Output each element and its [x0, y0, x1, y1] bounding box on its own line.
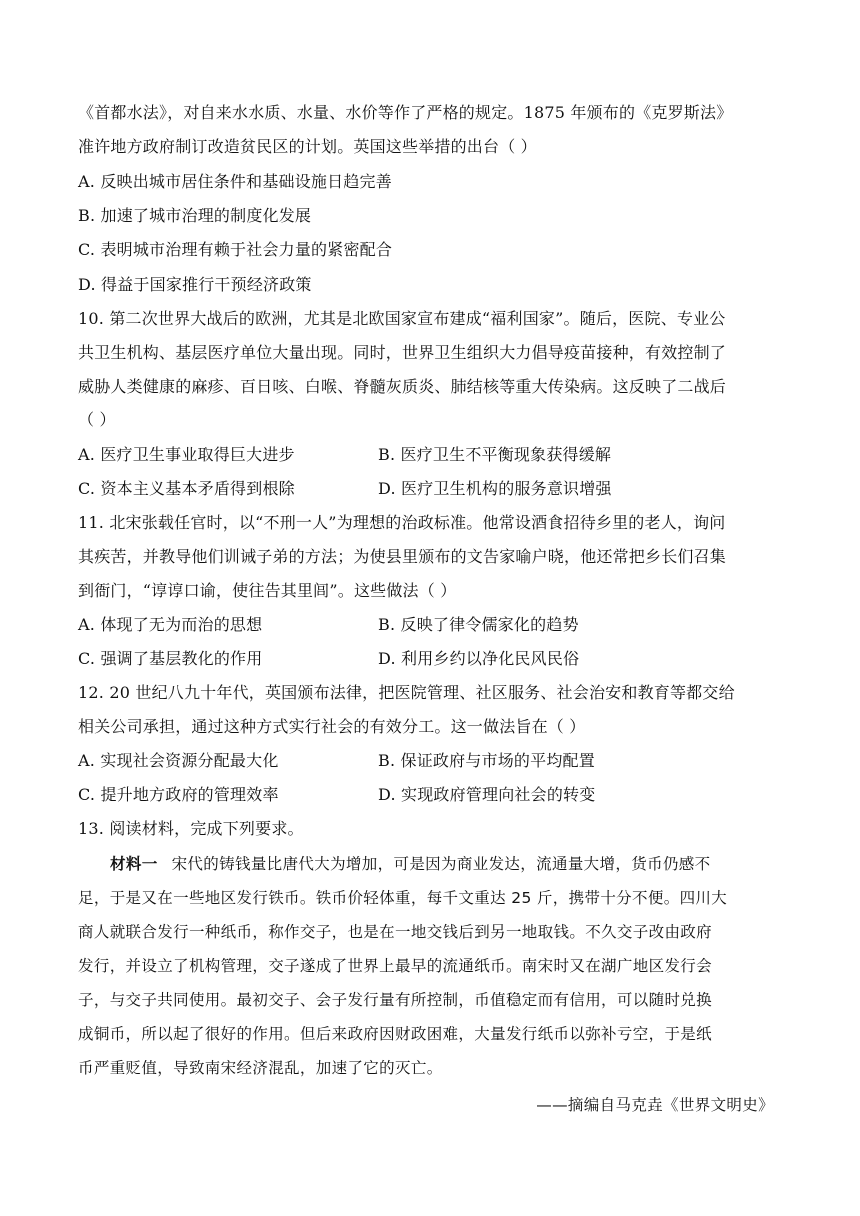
q11-stem-line-3: 到衙门，“谆谆口谕，使往告其里闾”。这些做法（ ） [78, 581, 457, 600]
q9-option-c: C. 表明城市治理有赖于社会力量的紧密配合 [78, 240, 393, 259]
material-line-7: 币严重贬值，导致南宋经济混乱，加速了它的灭亡。 [78, 1059, 443, 1077]
q11-options-row-2 [78, 649, 580, 669]
q12-option-c: C. 提升地方政府的管理效率 [78, 785, 279, 804]
q11-stem-line-1: 11. 北宋张载任官时，以“不刑一人”为理想的治政标准。他常设酒食招待乡里的老人，询问 [78, 513, 726, 532]
q12-options-row-1 [78, 751, 595, 771]
material-line-6: 成铜币，所以起了很好的作用。但后来政府因财政困难，大量发行纸币以弥补亏空，于是纸 [78, 1025, 713, 1043]
q11-option-c: C. 强调了基层教化的作用 [78, 649, 263, 668]
q12-stem-line-1: 12. 20 世纪八九十年代，英国颁布法律，把医院管理、社区服务、社会治安和教育等都交给 [78, 683, 735, 702]
material-text-1: 宋代的铸钱量比唐代大为增加，可是因为商业发达，流通量大增，货币仍感不 [171, 855, 711, 873]
material-line-3: 商人就联合发行一种纸币，称作交子，也是在一地交钱后到另一地取钱。不久交子改由政府 [78, 923, 713, 941]
material-line-4: 发行，并设立了机构管理，交子遂成了世界上最早的流通纸币。南宋时又在湖广地区发行会 [78, 957, 713, 975]
q12-options-row-2 [78, 785, 596, 805]
q9-stem-line-2: 准许地方政府制订改造贫民区的计划。英国这些举措的出台（ ） [78, 137, 537, 156]
q11-option-a: A. 体现了无为而治的思想 [78, 615, 263, 634]
material-line-1 [110, 854, 710, 874]
q9-option-a: A. 反映出城市居住条件和基础设施日趋完善 [78, 172, 392, 191]
q9-stem-line-1: 《首都水法》，对自来水水质、水量、水价等作了严格的规定。1875 年颁布的《克罗斯法》 [78, 103, 733, 122]
q12-stem-line-2: 相关公司承担，通过这种方式实行社会的有效分工。这一做法旨在（ ） [78, 717, 586, 736]
q10-options-row-2 [78, 479, 612, 499]
q10-stem-line-3: 威胁人类健康的麻疹、百日咳、白喉、脊髓灰质炎、肺结核等重大传染病。这反映了二战后 [78, 377, 727, 396]
q11-option-d: D. 利用乡约以净化民风民俗 [378, 649, 580, 668]
q10-stem-line-1: 10. 第二次世界大战后的欧洲，尤其是北欧国家宣布建成“福利国家”。随后，医院、专业公 [78, 309, 726, 328]
q9-option-b: B. 加速了城市治理的制度化发展 [78, 206, 312, 225]
q11-stem-line-2: 其疾苦，并教导他们训诫子弟的方法；为使县里颁布的文告家喻户晓，他还常把乡长们召集 [78, 547, 727, 566]
q13-prompt: 13. 阅读材料，完成下列要求。 [78, 819, 304, 838]
material-source: ——摘编自马克垚《世界文明史》 [536, 1096, 774, 1114]
q12-option-b: B. 保证政府与市场的平均配置 [378, 751, 595, 770]
q10-option-d: D. 医疗卫生机构的服务意识增强 [378, 479, 612, 498]
q10-option-a: A. 医疗卫生事业取得巨大进步 [78, 445, 295, 464]
material-line-5: 子，与交子共同使用。最初交子、会子发行量有所控制，币值稳定而有信用，可以随时兑换 [78, 991, 713, 1009]
q10-stem-line-2: 共卫生机构、基层医疗单位大量出现。同时，世界卫生组织大力倡导疫苗接种，有效控制了 [78, 343, 727, 362]
q10-option-c: C. 资本主义基本矛盾得到根除 [78, 479, 295, 498]
q11-option-b: B. 反映了律令儒家化的趋势 [378, 615, 579, 634]
q11-options-row-1 [78, 615, 579, 635]
material-label: 材料一 [110, 855, 158, 873]
material-line-2: 足，于是又在一些地区发行铁币。铁币价轻体重，每千文重达 25 斤，携带十分不便。四川大 [78, 889, 728, 907]
q10-option-b: B. 医疗卫生不平衡现象获得缓解 [378, 445, 612, 464]
q10-options-row-1 [78, 445, 612, 465]
q12-option-d: D. 实现政府管理向社会的转变 [378, 785, 596, 804]
q12-option-a: A. 实现社会资源分配最大化 [78, 751, 279, 770]
q9-option-d: D. 得益于国家推行干预经济政策 [78, 275, 312, 294]
q10-stem-line-4: （ ） [78, 410, 116, 429]
